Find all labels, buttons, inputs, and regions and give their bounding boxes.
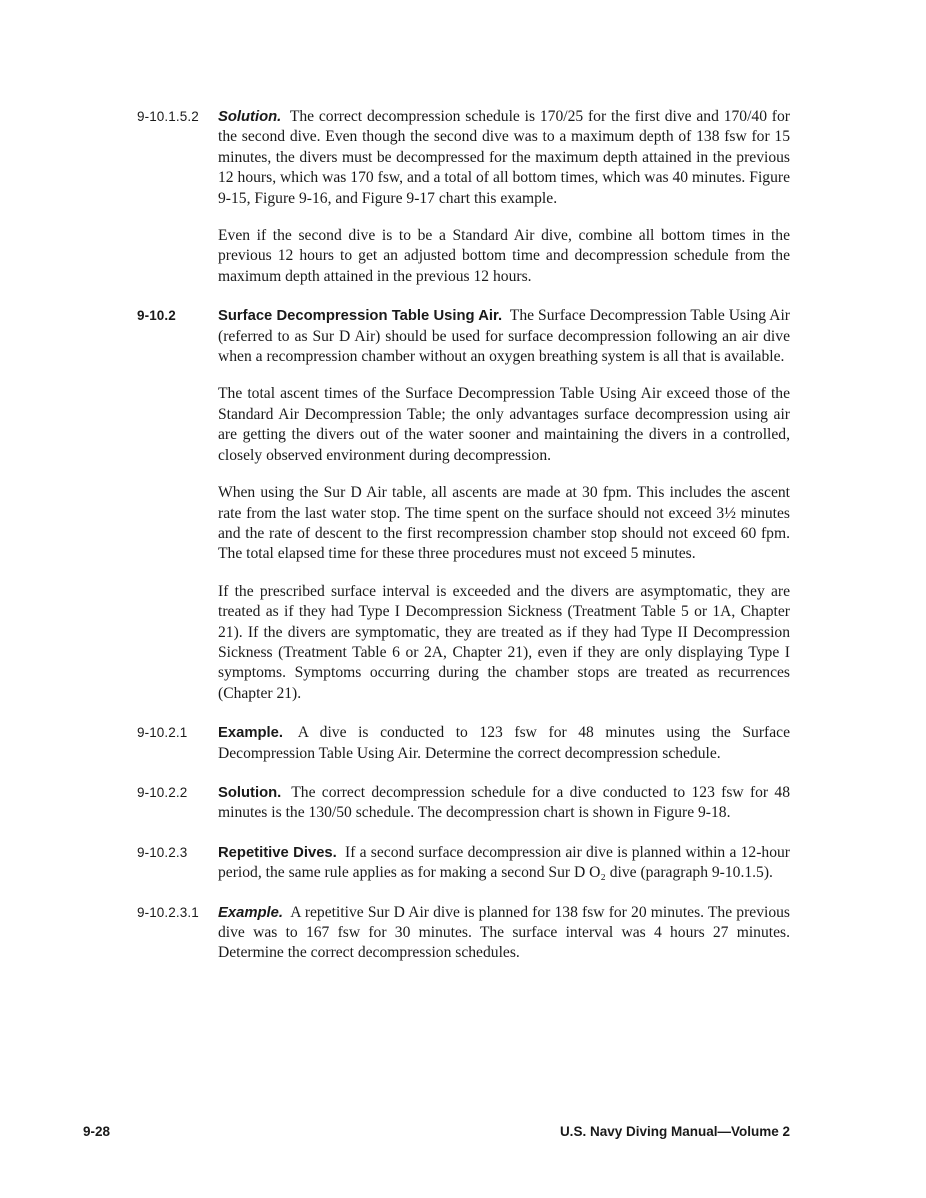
section-number: 9-10.2.1	[137, 725, 188, 741]
paragraph: Solution. The correct decompression schedule is 170/25 for the first dive and 170/40 for the second dive. Even though the second dive was to a maximum depth of 138 fsw for 15 minutes, the divers must be decompressed for the maximum depth attained in the previous 12 hours, which was 170 fsw, and a total of all bottom times, which was 40 minutes. Figure 9-15, Figure 9-16, and Figure 9-17 chart this example.	[218, 108, 790, 207]
section-body	[218, 783, 790, 824]
section-number: 9-10.2.2	[137, 784, 188, 800]
section-9-10.1.5.2	[137, 107, 790, 287]
run-in-heading: Example.	[218, 904, 283, 921]
section-9-10.2.2	[137, 783, 790, 824]
paragraph: Even if the second dive is to be a Standard Air dive, combine all bottom times in the previous 12 hours to get an adjusted bottom time and decompression schedule from the maximum depth attained in the previous 12 hours.	[218, 227, 790, 285]
section-body	[218, 903, 790, 964]
footer-page-number: 9-28	[83, 1124, 111, 1139]
run-in-heading: Example.	[218, 725, 283, 742]
page-footer	[83, 1124, 790, 1139]
run-in-heading: Repetitive Dives.	[218, 844, 337, 861]
run-in-heading: Solution.	[218, 784, 282, 801]
paragraph: If the prescribed surface interval is exceeded and the divers are asymptomatic, they are treated as if they had Type I Decompression Sickness (Treatment Table 5 or 1A, Chapter 21). If the divers are symptomatic, they are treated as if they had Type II Decompression Sickness (Treatment Table 6 or 2A, Chapter 21), even if they are only displaying Type I symptoms. Symptoms occurring during the chamber stops are treated as recurrences (Chapter 21).	[218, 582, 790, 702]
paragraph: Surface Decompression Table Using Air. The Surface Decompression Table Using Air (referred to as Sur D Air) should be used for surface decompression following an air dive when a recompression chamber without an oxygen breathing system is all that is available.	[218, 307, 790, 366]
section-number: 9-10.2	[137, 308, 176, 324]
section-9-10.2.1	[137, 723, 790, 764]
section-9-10.2.3.1	[137, 903, 790, 964]
paragraph: When using the Sur D Air table, all ascents are made at 30 fpm. This includes the ascent rate from the last water stop. The time spent on the surface should not exceed 3½ minutes and the rate of descent to the first recompression chamber stop should not exceed 60 fpm. The total elapsed time for these three procedures must not exceed 5 minutes.	[218, 484, 790, 563]
section-body	[218, 107, 790, 287]
section-number: 9-10.2.3.1	[137, 904, 199, 920]
run-in-heading: Surface Decompression Table Using Air.	[218, 308, 503, 325]
section-9-10.2.3	[137, 843, 790, 884]
run-in-heading: Solution.	[218, 109, 282, 125]
sections	[137, 107, 790, 983]
section-number: 9-10.1.5.2	[137, 109, 199, 124]
paragraph: Example. A repetitive Sur D Air dive is planned for 138 fsw for 20 minutes. The previous dive was to 167 fsw for 30 minutes. The surface interval was 4 hours 27 minutes. Determine the correct decompression schedules.	[218, 903, 790, 962]
paragraph: Example. A dive is conducted to 123 fsw for 48 minutes using the Surface Decompression Table Using Air. Determine the correct decompression schedule.	[218, 724, 790, 762]
paragraph: The total ascent times of the Surface Decompression Table Using Air exceed those of the Standard Air Decompression Table; the only advantages surface decompression using air are getting the divers out of the water sooner and maintaining the divers in a controlled, closely observed environment during decompression.	[218, 385, 790, 464]
paragraph: Repetitive Dives. If a second surface decompression air dive is planned within a 12-hour period, the same rule applies as for making a second Sur D O₂ dive (paragraph 9-10.1.5).	[218, 843, 790, 882]
section-body	[218, 843, 790, 884]
paragraph: Solution. The correct decompression schedule for a dive conducted to 123 fsw for 48 minutes is the 130/50 schedule. The decompression chart is shown in Figure 9-18.	[218, 783, 790, 822]
section-9-10.2	[137, 306, 790, 704]
section-number: 9-10.2.3	[137, 844, 188, 860]
footer-document-title: U.S. Navy Diving Manual—Volume 2	[559, 1124, 790, 1139]
section-body	[218, 723, 790, 764]
section-body	[218, 306, 790, 704]
